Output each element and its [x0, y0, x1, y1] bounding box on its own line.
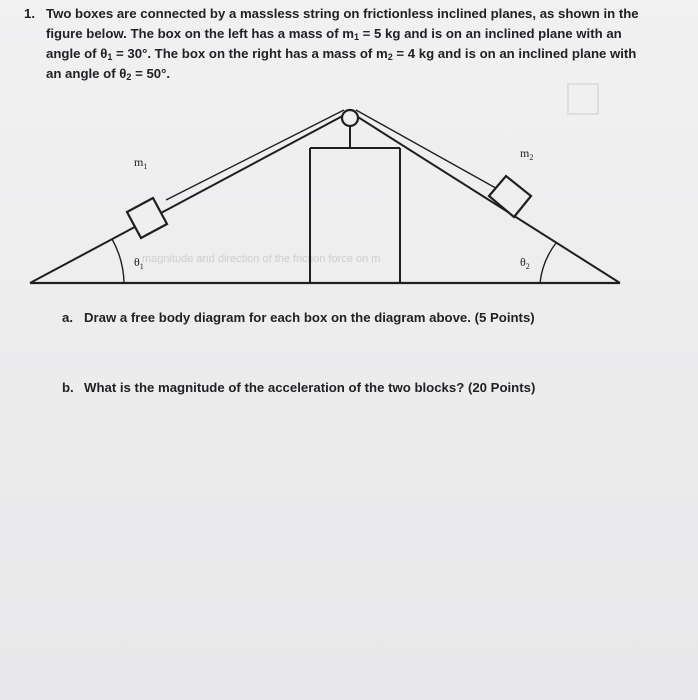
line-4-start: an angle of θ [46, 66, 127, 81]
box-m1 [127, 198, 167, 238]
theta-2-label [520, 255, 530, 271]
line-4-sub: 2 [126, 72, 132, 82]
line-2-start: figure below. The box on the left has a mass of m [46, 26, 354, 41]
show-through-box [568, 84, 598, 114]
theta-2-letter: θ [520, 255, 526, 269]
angle-arc-left [112, 239, 124, 283]
theta-2-sub: 2 [525, 262, 530, 271]
box-m2 [489, 176, 531, 217]
pulley-icon [342, 110, 358, 126]
mass-2-letter: m [520, 146, 530, 160]
mass-2-label [520, 146, 533, 162]
show-through-text: magnitude and direction of the friction force on m [142, 253, 381, 265]
line-3-sub-2: 2 [387, 52, 393, 62]
question-line-1: Two boxes are connected by a massless string on frictionless inclined planes, as shown in the [46, 6, 639, 21]
string-left [166, 110, 344, 200]
theta-1-sub: 1 [139, 262, 144, 271]
part-b-letter: b. [62, 380, 74, 395]
line-2-sub: 1 [354, 32, 360, 42]
part-b-text: What is the magnitude of the acceleration of the two blocks? (20 Points) [84, 380, 536, 395]
theta-1-letter: θ [134, 255, 140, 269]
line-3-rest-2: = 4 kg and is on an inclined plane with [392, 46, 637, 61]
part-a-text: Draw a free body diagram for each box on the diagram above. (5 Points) [84, 310, 535, 325]
part-a-letter: a. [62, 310, 73, 325]
line-4-rest: = 50°. [131, 66, 171, 81]
right-incline [350, 112, 620, 283]
mass-1-label [134, 155, 147, 171]
string-right [356, 110, 510, 196]
mass-1-sub: 1 [143, 162, 148, 171]
angle-arc-right [540, 243, 556, 283]
part-a [62, 310, 535, 325]
question-number: 1. [24, 6, 35, 21]
mass-1-letter: m [134, 155, 144, 169]
line-3-sub: 1 [107, 52, 113, 62]
line-3-rest: = 30°. The box on the right has a mass of m [112, 46, 388, 61]
part-b [62, 380, 535, 395]
line-2-rest: = 5 kg and is on an inclined plane with an [359, 26, 622, 41]
mass-2-sub: 2 [529, 153, 534, 162]
line-3-start: angle of θ [46, 46, 108, 61]
